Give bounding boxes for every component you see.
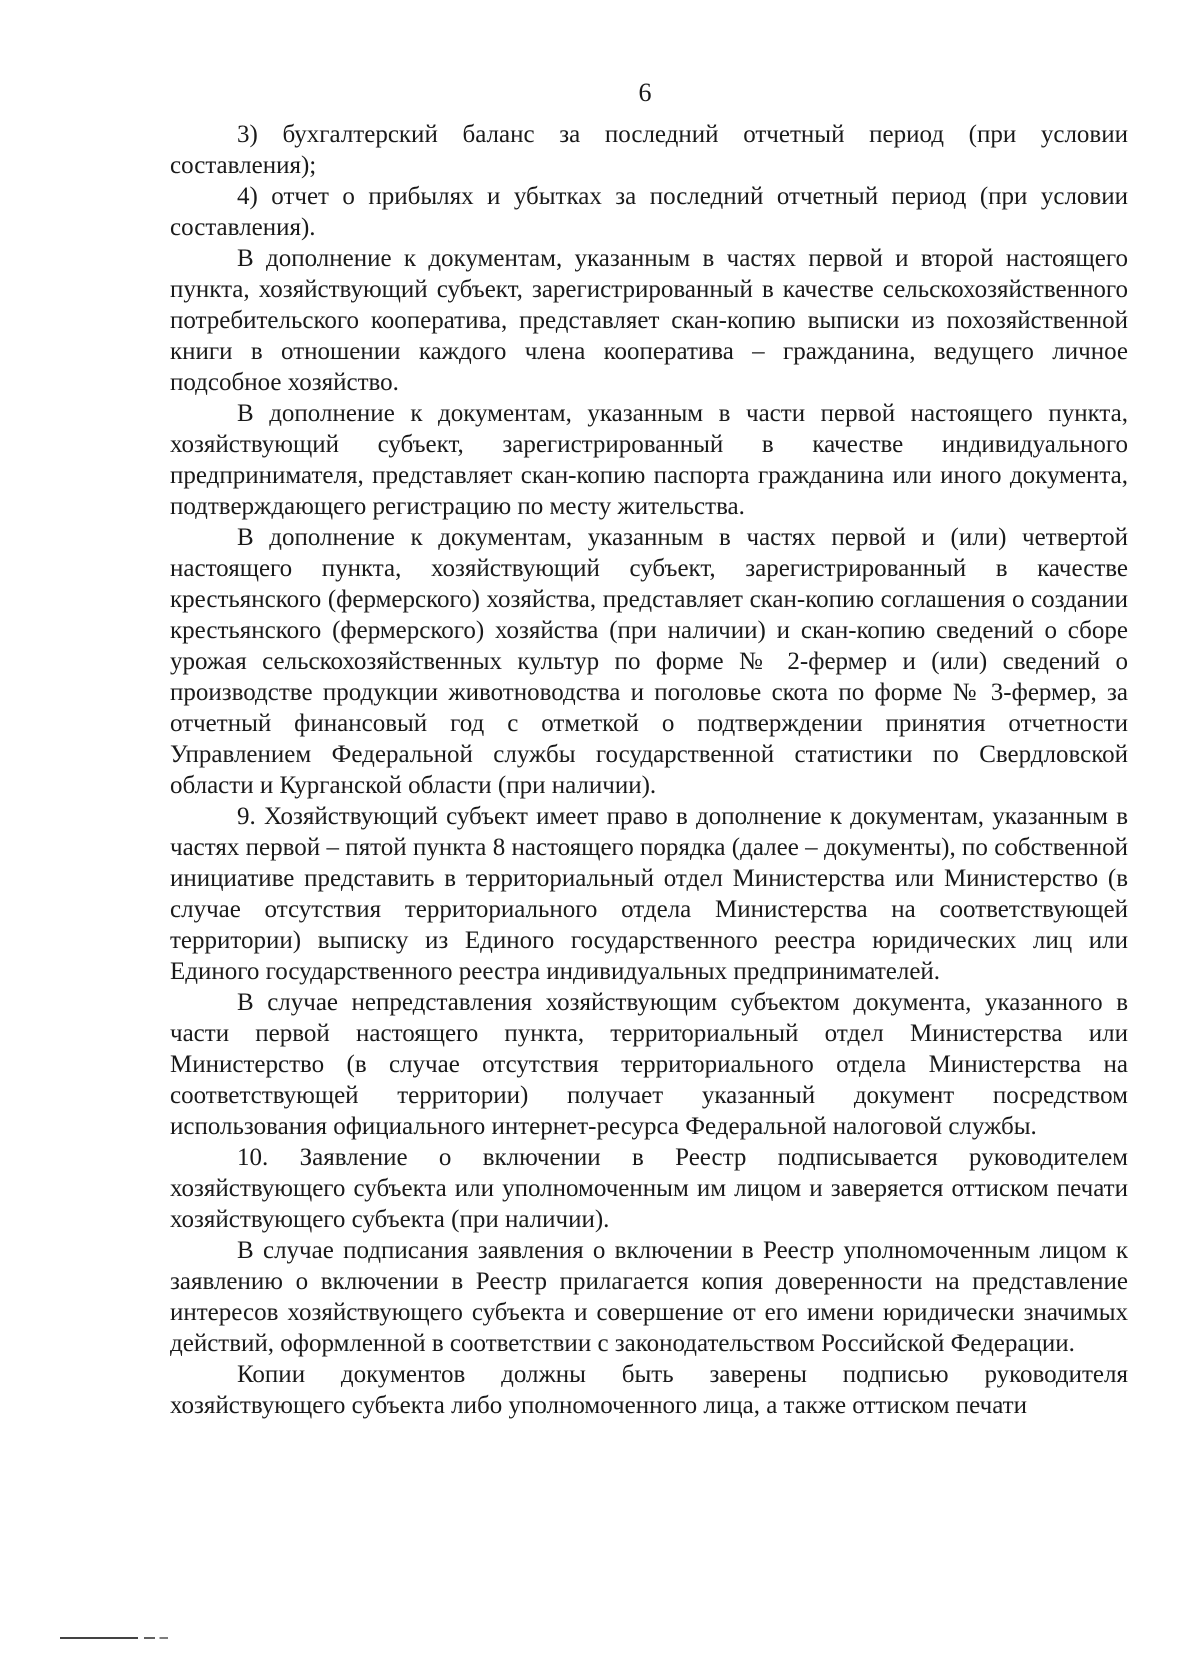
paragraph-balance-sheet: 3) бухгалтерский баланс за последний отчетный период (при условии составления); — [170, 121, 1128, 179]
paragraph-cooperative-documents: В дополнение к документам, указанным в частях первой и второй настоящего пункта, хозяйствующий субъект, зарегистрированный в качестве сельскохозяйственного потребительского кооператива, представляет скан-копию выписки из похозяйственной книги в отношении каждого члена кооператива – гражданина, ведущего личное подсобное хозяйство. — [170, 245, 1128, 396]
paragraph-farm-documents: В дополнение к документам, указанным в частях первой и (или) четвертой настоящего пункта, хозяйствующий субъект, зарегистрированный в качестве крестьянского (фермерского) хозяйства, представляет скан-копию соглашения о создании крестьянского (фермерского) хозяйства (при наличии) и скан-копию сведений о сборе урожая сельскохозяйственных культур по форме № 2-фермер и (или) сведений о производстве продукции животноводства и поголовье скота по форме № 3-фермер, за отчетный финансовый год с отметкой о подтверждении принятия отчетности Управлением Федеральной службы государственной статистики по Свердловской области и Курганской области (при наличии). — [170, 524, 1128, 799]
paragraph-item-9: 9. Хозяйствующий субъект имеет право в дополнение к документам, указанным в частях первой – пятой пункта 8 настоящего порядка (далее – документы), по собственной инициативе представить в территориальный отдел Министерства или Министерство (в случае отсутствия территориального отдела Министерства на соответствующей территории) выписку из Единого государственного реестра юридических лиц или Единого государственного реестра индивидуальных предпринимателей. — [170, 803, 1128, 985]
paragraph-profit-loss-report: 4) отчет о прибылях и убытках за последний отчетный период (при условии составления). — [170, 183, 1128, 241]
page-number: 6 — [638, 78, 652, 107]
scan-edge-mark — [60, 1637, 168, 1639]
paragraph-entrepreneur-documents: В дополнение к документам, указанным в части первой настоящего пункта, хозяйствующий субъект, зарегистрированный в качестве индивидуального предпринимателя, представляет скан-копию паспорта гражданина или иного документа, подтверждающего регистрацию по месту жительства. — [170, 400, 1128, 520]
paragraph-item-10: 10. Заявление о включении в Реестр подписывается руководителем хозяйствующего субъекта или уполномоченным им лицом и заверяется оттиском печати хозяйствующего субъекта (при наличии). — [170, 1144, 1128, 1233]
paragraph-non-submission: В случае непредставления хозяйствующим субъектом документа, указанного в части первой настоящего пункта, территориальный отдел Министерства или Министерство (в случае отсутствия территориального отдела Министерства на соответствующей территории) получает указанный документ посредством использования официального интернет-ресурса Федеральной налоговой службы. — [170, 989, 1128, 1140]
paragraph-power-of-attorney: В случае подписания заявления о включении в Реестр уполномоченным лицом к заявлению о включении в Реестр прилагается копия доверенности на представление интересов хозяйствующего субъекта и совершение от его имени юридически значимых действий, оформленной в соответствии с законодательством Российской Федерации. — [170, 1237, 1128, 1357]
document-body — [170, 119, 1128, 1421]
paragraph-copy-certification: Копии документов должны быть заверены подписью руководителя хозяйствующего субъекта либо уполномоченного лица, а также оттиском печати — [170, 1361, 1128, 1419]
